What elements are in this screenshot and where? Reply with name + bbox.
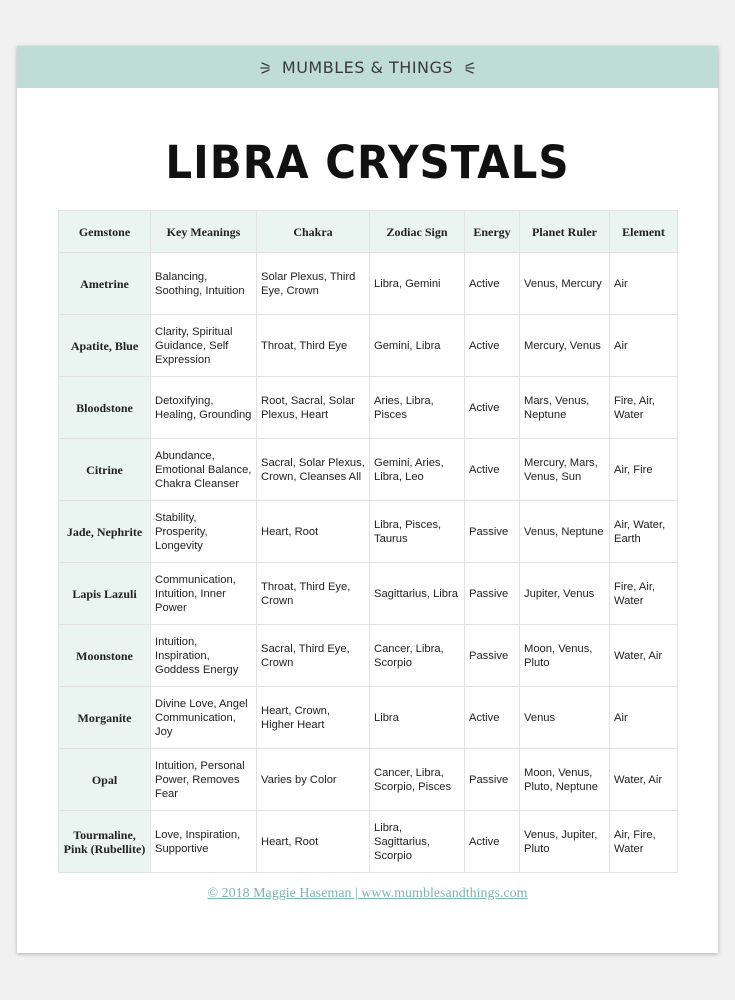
table-cell: Throat, Third Eye, Crown <box>257 563 370 625</box>
table-cell: Intuition, Inspiration, Goddess Energy <box>151 625 257 687</box>
table-cell: Gemini, Aries, Libra, Leo <box>370 439 465 501</box>
table-cell: Mercury, Venus <box>520 315 610 377</box>
table-cell: Intuition, Personal Power, Removes Fear <box>151 749 257 811</box>
table-cell: Sacral, Solar Plexus, Crown, Cleanses All <box>257 439 370 501</box>
gemstone-cell: Jade, Nephrite <box>59 501 151 563</box>
table-cell: Venus, Neptune <box>520 501 610 563</box>
table-header-row <box>59 211 678 253</box>
table-cell: Fire, Air, Water <box>610 377 678 439</box>
table-row <box>59 439 678 501</box>
table-cell: Venus, Mercury <box>520 253 610 315</box>
table-cell: Water, Air <box>610 625 678 687</box>
table-cell: Abundance, Emotional Balance, Chakra Cleanser <box>151 439 257 501</box>
table-cell: Active <box>465 377 520 439</box>
gemstone-cell: Bloodstone <box>59 377 151 439</box>
table-cell: Air <box>610 687 678 749</box>
table-cell: Passive <box>465 563 520 625</box>
table-row <box>59 749 678 811</box>
footer-copyright-link[interactable]: © 2018 Maggie Haseman | www.mumblesandthings.com <box>207 886 528 901</box>
column-header: Key Meanings <box>151 211 257 253</box>
table-row <box>59 377 678 439</box>
table-row <box>59 625 678 687</box>
table-cell: Active <box>465 811 520 873</box>
document-page <box>17 46 718 953</box>
table-cell: Active <box>465 253 520 315</box>
table-cell: Air <box>610 253 678 315</box>
table-cell: Jupiter, Venus <box>520 563 610 625</box>
table-cell: Passive <box>465 501 520 563</box>
column-header: Planet Ruler <box>520 211 610 253</box>
sparkle-right-icon <box>461 60 475 74</box>
table-cell: Detoxifying, Healing, Grounding <box>151 377 257 439</box>
table-cell: Sacral, Third Eye, Crown <box>257 625 370 687</box>
table-cell: Passive <box>465 749 520 811</box>
table-cell: Root, Sacral, Solar Plexus, Heart <box>257 377 370 439</box>
table-cell: Libra <box>370 687 465 749</box>
table-cell: Libra, Sagittarius, Scorpio <box>370 811 465 873</box>
gemstone-cell: Moonstone <box>59 625 151 687</box>
table-cell: Stability, Prosperity, Longevity <box>151 501 257 563</box>
sparkle-left-icon <box>260 60 274 74</box>
table-cell: Throat, Third Eye <box>257 315 370 377</box>
table-cell: Venus <box>520 687 610 749</box>
table-cell: Venus, Jupiter, Pluto <box>520 811 610 873</box>
brand-name: MUMBLES & THINGS <box>281 57 454 77</box>
table-cell: Air, Fire, Water <box>610 811 678 873</box>
table-cell: Moon, Venus, Pluto <box>520 625 610 687</box>
crystals-table <box>58 210 678 873</box>
gemstone-cell: Lapis Lazuli <box>59 563 151 625</box>
table-cell: Heart, Root <box>257 811 370 873</box>
header-banner <box>17 46 718 88</box>
table-cell: Active <box>465 315 520 377</box>
gemstone-cell: Morganite <box>59 687 151 749</box>
table-cell: Active <box>465 687 520 749</box>
column-header: Chakra <box>257 211 370 253</box>
table-row <box>59 811 678 873</box>
table-cell: Air, Water, Earth <box>610 501 678 563</box>
table-cell: Cancer, Libra, Scorpio, Pisces <box>370 749 465 811</box>
table-cell: Solar Plexus, Third Eye, Crown <box>257 253 370 315</box>
table-cell: Passive <box>465 625 520 687</box>
table-cell: Love, Inspiration, Supportive <box>151 811 257 873</box>
table-cell: Heart, Crown, Higher Heart <box>257 687 370 749</box>
table-cell: Mercury, Mars, Venus, Sun <box>520 439 610 501</box>
table-cell: Clarity, Spiritual Guidance, Self Expression <box>151 315 257 377</box>
table-row <box>59 687 678 749</box>
column-header: Zodiac Sign <box>370 211 465 253</box>
gemstone-cell: Apatite, Blue <box>59 315 151 377</box>
table-cell: Divine Love, Angel Communication, Joy <box>151 687 257 749</box>
table-cell: Cancer, Libra, Scorpio <box>370 625 465 687</box>
page-title: LIBRA CRYSTALS <box>165 136 570 189</box>
table-row <box>59 563 678 625</box>
table-cell: Gemini, Libra <box>370 315 465 377</box>
column-header: Gemstone <box>59 211 151 253</box>
gemstone-cell: Tourmaline, Pink (Rubellite) <box>59 811 151 873</box>
column-header: Energy <box>465 211 520 253</box>
table-row <box>59 501 678 563</box>
table-cell: Active <box>465 439 520 501</box>
table-cell: Libra, Gemini <box>370 253 465 315</box>
brand-logo <box>260 58 475 77</box>
column-header: Element <box>610 211 678 253</box>
gemstone-cell: Opal <box>59 749 151 811</box>
table-cell: Mars, Venus, Neptune <box>520 377 610 439</box>
table-cell: Heart, Root <box>257 501 370 563</box>
table-cell: Balancing, Soothing, Intuition <box>151 253 257 315</box>
table-cell: Aries, Libra, Pisces <box>370 377 465 439</box>
table-cell: Sagittarius, Libra <box>370 563 465 625</box>
table-cell: Water, Air <box>610 749 678 811</box>
table-cell: Libra, Pisces, Taurus <box>370 501 465 563</box>
gemstone-cell: Citrine <box>59 439 151 501</box>
table-cell: Air <box>610 315 678 377</box>
table-row <box>59 315 678 377</box>
table-cell: Varies by Color <box>257 749 370 811</box>
table-cell: Moon, Venus, Pluto, Neptune <box>520 749 610 811</box>
table-cell: Communication, Intuition, Inner Power <box>151 563 257 625</box>
table-row <box>59 253 678 315</box>
gemstone-cell: Ametrine <box>59 253 151 315</box>
table-cell: Air, Fire <box>610 439 678 501</box>
table-cell: Fire, Air, Water <box>610 563 678 625</box>
